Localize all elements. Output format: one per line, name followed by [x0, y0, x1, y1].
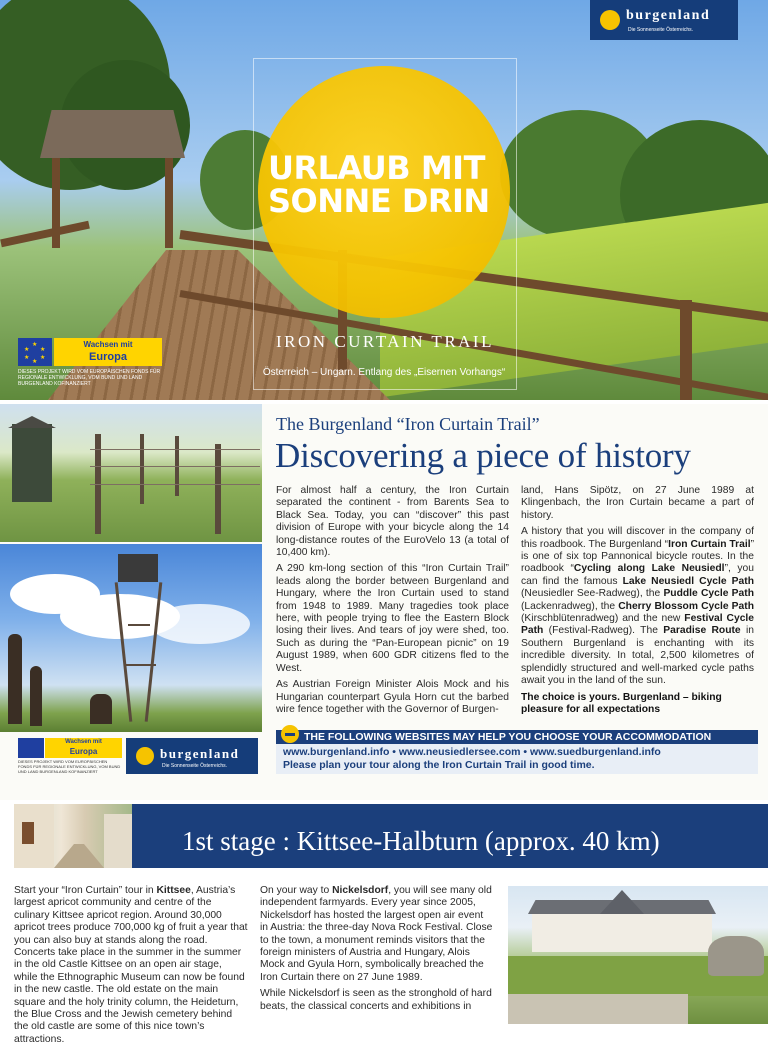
eu-flag-icon	[18, 738, 44, 758]
website-links[interactable]: www.burgenland.info • www.neusiedlersee.com • www.suedburgenland.info	[283, 746, 661, 758]
burgenland-logo-bottom: burgenland Die Sonnenseite Österreichs.	[126, 738, 258, 774]
hero-title: URLAUB MIT SONNE DRIN	[268, 149, 490, 220]
watchtower-photo	[0, 544, 262, 732]
castle-photo	[508, 886, 768, 1024]
sun-icon	[600, 10, 620, 30]
history-column-2: land, Hans Sipötz, on 27 June 1989 at Klingenbach, the Iron Curtain became a part of history. A history that you will discover in the company of this roadbook. The Burgenland “Iron Curtain Trail” is one of six top Pannonical bicycle routes. In the roadbook “Cycling along Lake Neusiedl”, you can find the famous Lake Neusiedl Cycle Path (Neusiedler See-Radweg), the Puddle Cycle Path (Lackenradweg), the Cherry Blossom Cycle Path (Kirschblütenradweg) and the new Festival Cycle Path (Festival-Radweg). The Paradise Route in Southern Burgenland is enchanting with its incredible diversity. In total, 2,500 kilometres of splendidly structured and well-marked cycle paths await you in the land of the sun. The choice is yours. Burgenland – biking pleasure for all expectations	[521, 485, 755, 715]
trail-subtitle: Österreich – Ungarn. Entlang des „Eisernen Vorhangs“	[262, 367, 506, 378]
stage-column-2: On your way to Nickelsdorf, you will see many old independent farmyards. Every year since 2005, Nickelsdorf has hosted the largest open air event in Austria: the three-day Nova Rock Festival. Close to the town, a monument reminds visitors that the foreign ministers of Austria and Hungary, Alois Mock and Gyula Horn, symbolically breached the Iron Curtain there on 27 June 1989. While Nickelsdorf is seen as the stronghold of hard beats, the classical concerts and exhibitions in	[260, 885, 493, 1012]
accommodation-banner: THE FOLLOWING WEBSITES MAY HELP YOU CHOOSE YOUR ACCOMMODATION	[276, 730, 758, 744]
sun-icon	[136, 747, 154, 765]
burgenland-logo: burgenland Die Sonnenseite Österreichs.	[590, 0, 738, 40]
stage-column-1: Start your “Iron Curtain” tour in Kittsee, Austria’s largest apricot community and centre of the culinary Kittsee apricot region. Around 30,000 apricot trees produce 700,000 kg of fruit a year that you can also buy at stands along the road. Concerts take place in the summer in the summer in the old Castle Kittsee on an open air stage, while the Ethnographic Museum can now be found in the new castle. The old estate on the main square and the holy trinity column, the Heideturn, the Blue Cross and the Jewish cemetery behind the old castle are some of this nice town’s attractions.	[14, 885, 248, 1045]
section-kicker: The Burgenland “Iron Curtain Trail”	[276, 414, 540, 434]
section-title: Discovering a piece of history	[275, 436, 691, 475]
village-street-photo	[14, 804, 132, 868]
trail-title: IRON CURTAIN TRAIL	[276, 332, 494, 351]
stage-title: 1st stage : Kittsee-Halbturn (approx. 40 km)	[182, 826, 660, 856]
eu-funding-logo-bottom: Wachsen mit Europa DIESES PROJEKT WIRD VOM EUROPÄISCHEN FONDS FÜR REGIONALE ENTWICKLUNG, VOM BUND UND LAND BURGENLAND KOFINANZIERT	[18, 739, 121, 774]
eu-funding-logo: ★ ★ ★ ★ ★ ★ Wachsen mit Europa	[18, 338, 162, 368]
border-fence-photo	[0, 404, 262, 542]
bed-icon	[281, 725, 299, 743]
eu-flag-icon: ★ ★ ★ ★ ★ ★	[18, 338, 52, 366]
plan-note: Please plan your tour along the Iron Curtain Trail in good time.	[283, 759, 595, 771]
eu-funding-note: DIESES PROJEKT WIRD VOM EUROPÄISCHEN FONDS FÜR REGIONALE ENTWICKLUNG, VOM BUND UND LAND BURGENLAND KOFINANZIERT	[18, 369, 161, 387]
history-column-1: For almost half a century, the Iron Curtain separated the continent - from Barents Sea to Black Sea. Today, you can “discover” this past division of Europe with your bicycle along the 14 long-distance routes of the EuroVelo 13 (a total of 10,400 km). A 290 km-long section of this “Iron Curtain Trail” leads along the border between Burgenland and Hungary, where the Iron Curtain used to stand from 1948 to 1989. Many tragedies took place here, with people trying to flee the Eastern Block losing their lives. And tears of joy were shed, too. Such as during the “Pan-European picnic” on 19 August 1989, when 600 GDR citizens fled to the West. As Austrian Foreign Minister Alois Mock and his Hungarian counterpart Gyula Horn cut the barbed wire fence together with the Governor of Burgen-	[276, 485, 509, 715]
